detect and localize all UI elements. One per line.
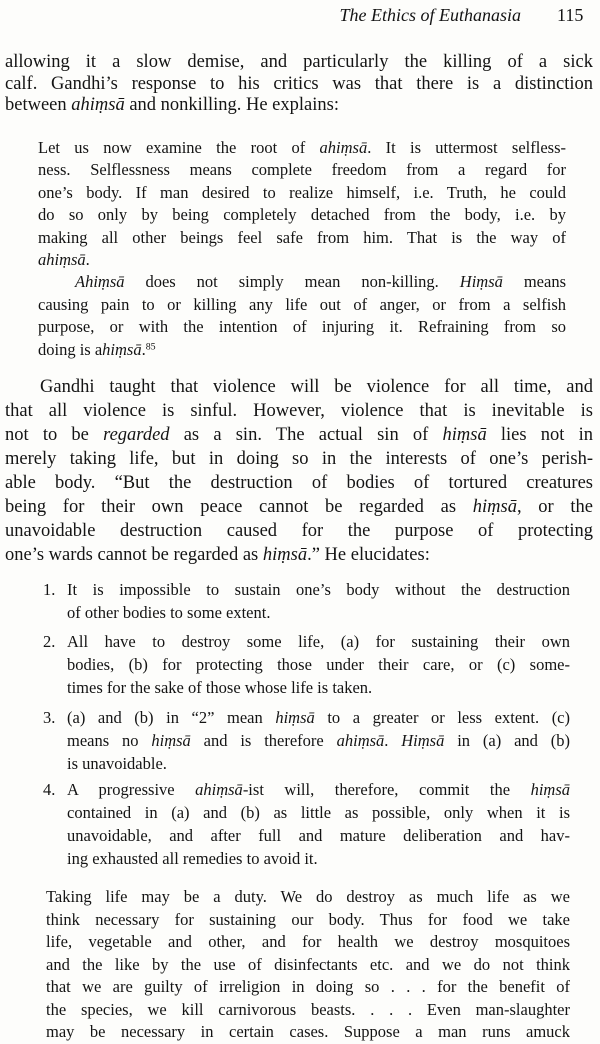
italic-text: ahiṃsā bbox=[71, 95, 125, 115]
text-line bbox=[38, 339, 566, 361]
text-line bbox=[38, 294, 566, 316]
block-quote-taking-life bbox=[46, 886, 570, 1044]
text-run: A progressive bbox=[67, 780, 196, 799]
text-run: . bbox=[384, 731, 402, 750]
italic-text: hiṃsā bbox=[275, 708, 315, 727]
text-line bbox=[46, 954, 570, 977]
text-run: causing pain to or killing any life out of anger, or from a selfish bbox=[38, 294, 566, 314]
text-run: means bbox=[502, 272, 566, 292]
text-run: means no bbox=[67, 731, 152, 750]
text-run: contained in (a) and (b) as little as possible, only when it is bbox=[67, 803, 570, 822]
text-run: doing is a bbox=[38, 339, 103, 359]
text-run: and the like by the use of disinfectants etc. and we do not think bbox=[46, 954, 570, 974]
italic-text: hiṃsā bbox=[102, 339, 142, 359]
italic-text: hiṃsā bbox=[472, 497, 517, 517]
text-run: Let us now examine the root of bbox=[38, 138, 320, 157]
text-run: does not simply mean non-killing. bbox=[124, 272, 460, 292]
list-item bbox=[43, 578, 570, 624]
text-run: ing exhausted all remedies to avoid it. bbox=[67, 849, 318, 868]
text-run: times for the sake of those whose life is taken. bbox=[67, 678, 373, 697]
text-line bbox=[5, 52, 593, 74]
italic-text: hiṃsā bbox=[151, 731, 191, 750]
italic-text: hiṃsā bbox=[530, 780, 570, 799]
text-run: It is impossible to sustain one’s body without the destruction bbox=[67, 580, 570, 599]
list-item bbox=[43, 630, 570, 699]
text-run: unavoidable destruction caused for the purpose of protecting bbox=[5, 521, 593, 541]
text-run: may be necessary in certain cases. Suppose a man runs amuck bbox=[46, 1022, 570, 1041]
list-number: 2. bbox=[43, 632, 56, 651]
text-run: lies not in bbox=[486, 425, 593, 445]
text-line bbox=[67, 778, 570, 801]
text-line bbox=[46, 1021, 570, 1044]
text-run: the species, we kill carnivorous beasts. . . . Even man-slaughter bbox=[46, 999, 570, 1019]
italic-text: Hiṃsā bbox=[459, 272, 503, 292]
text-line bbox=[46, 976, 570, 999]
text-run: one’s body. If man desired to realize himself, i.e. Truth, he could bbox=[38, 182, 566, 202]
text-line bbox=[38, 182, 566, 204]
body-paragraph-gandhi bbox=[5, 375, 593, 567]
text-line bbox=[38, 316, 566, 338]
text-run: life, vegetable and other, and for health we destroy mosquitoes bbox=[46, 932, 570, 951]
text-line bbox=[67, 824, 570, 847]
text-line bbox=[5, 447, 593, 471]
text-line bbox=[67, 847, 570, 870]
text-run: , or the bbox=[516, 497, 593, 517]
text-run: not to be bbox=[5, 425, 104, 445]
text-line bbox=[46, 909, 570, 932]
italic-text: ahiṃsā bbox=[195, 780, 243, 799]
text-run: allowing it a slow demise, and particularly the killing of a sick bbox=[5, 52, 593, 72]
text-line bbox=[5, 495, 593, 519]
text-run: between bbox=[5, 95, 72, 115]
text-run: and nonkilling. He explains: bbox=[124, 95, 339, 115]
text-run: of other bodies to some extent. bbox=[67, 603, 271, 622]
text-line bbox=[38, 137, 566, 159]
text-line bbox=[5, 74, 593, 96]
text-line bbox=[5, 375, 593, 399]
text-run: that all violence is sinful. However, violence that is inevitable is bbox=[5, 401, 593, 421]
text-line bbox=[38, 249, 566, 271]
text-line bbox=[67, 752, 570, 775]
text-line bbox=[46, 931, 570, 954]
text-run: that we are guilty of irreligion in doing so . . . for the benefit of bbox=[46, 977, 570, 996]
text-run: unavoidable, and after full and mature deliberation and hav- bbox=[67, 826, 570, 845]
block-quote-ahimsa bbox=[38, 137, 566, 361]
footnote-ref: 85 bbox=[145, 341, 156, 353]
text-run: as a sin. The actual sin of bbox=[169, 425, 443, 445]
text-line bbox=[46, 886, 570, 909]
text-run: (a) and (b) in “2” mean bbox=[67, 708, 276, 727]
text-run: do so only by being completely detached from the body, i.e. by bbox=[38, 205, 566, 225]
text-run: .” He elucidates: bbox=[307, 545, 430, 565]
text-run: in (a) and (b) bbox=[444, 731, 570, 750]
body-paragraph-intro bbox=[5, 52, 593, 117]
text-run: is unavoidable. bbox=[67, 754, 167, 773]
text-run: . It is uttermost selfless- bbox=[367, 138, 566, 157]
text-line bbox=[5, 519, 593, 543]
text-run: able body. “But the destruction of bodies of tortured creatures bbox=[5, 473, 593, 493]
text-line bbox=[67, 801, 570, 824]
text-run: ness. Selflessness means complete freedom from a regard for bbox=[38, 160, 566, 180]
list-number: 3. bbox=[43, 708, 56, 727]
text-run: Taking life may be a duty. We do destroy as much life as we bbox=[46, 887, 570, 906]
list-number: 1. bbox=[43, 580, 56, 599]
page-number: 115 bbox=[557, 5, 584, 25]
text-line bbox=[38, 271, 566, 293]
italic-text: hiṃsā bbox=[442, 425, 487, 445]
text-line bbox=[5, 95, 593, 117]
text-run: one’s wards cannot be regarded as bbox=[5, 545, 263, 565]
italic-text: regarded bbox=[103, 425, 170, 445]
italic-text: Hiṃsā bbox=[401, 731, 445, 750]
text-line bbox=[67, 630, 570, 653]
text-run: merely taking life, but in doing so in the interests of one’s perish- bbox=[5, 449, 593, 469]
text-run: -ist will, therefore, commit the bbox=[242, 780, 531, 799]
text-run: to a greater or less extent. (c) bbox=[314, 708, 570, 727]
text-line bbox=[5, 543, 593, 567]
text-run: purpose, or with the intention of injuring it. Refraining from so bbox=[38, 317, 566, 337]
text-run: Gandhi taught that violence will be violence for all time, and bbox=[40, 377, 593, 397]
list-item-text bbox=[67, 778, 570, 870]
text-run: making all other beings feel safe from him. That is the way of bbox=[38, 227, 566, 247]
text-line bbox=[67, 578, 570, 601]
text-line bbox=[5, 471, 593, 495]
text-run: think necessary for sustaining our body. Thus for food we take bbox=[46, 909, 570, 929]
italic-text: Ahiṃsā bbox=[75, 272, 125, 292]
text-line bbox=[67, 653, 570, 676]
text-line bbox=[67, 676, 570, 699]
text-line bbox=[67, 729, 570, 752]
italic-text: hiṃsā bbox=[262, 545, 308, 565]
running-head-title: The Ethics of Euthanasia bbox=[339, 5, 521, 25]
list-number: 4. bbox=[43, 780, 56, 799]
italic-text: ahiṃsā bbox=[319, 138, 368, 157]
text-run: and is therefore bbox=[190, 731, 337, 750]
list-item bbox=[43, 706, 570, 775]
text-run: calf. Gandhi’s response to his critics was that there is a distinction bbox=[5, 73, 593, 94]
text-line bbox=[46, 999, 570, 1022]
text-line bbox=[5, 423, 593, 447]
list-item bbox=[43, 778, 570, 870]
list-item-text bbox=[67, 578, 570, 624]
text-line bbox=[5, 399, 593, 423]
text-run: All have to destroy some life, (a) for sustaining their own bbox=[67, 632, 570, 651]
text-run: being for their own peace cannot be regarded as bbox=[5, 497, 473, 517]
text-line bbox=[38, 227, 566, 249]
text-line bbox=[38, 204, 566, 226]
list-item-text bbox=[67, 630, 570, 699]
list-item-text bbox=[67, 706, 570, 775]
text-line bbox=[67, 706, 570, 729]
text-run: bodies, (b) for protecting those under their care, or (c) some- bbox=[67, 655, 570, 674]
italic-text: ahiṃsā bbox=[336, 731, 385, 750]
text-line bbox=[67, 601, 570, 624]
text-run: . bbox=[85, 250, 90, 270]
italic-text: ahiṃsā bbox=[38, 250, 86, 270]
text-line bbox=[38, 159, 566, 181]
text-run: . bbox=[141, 339, 146, 359]
